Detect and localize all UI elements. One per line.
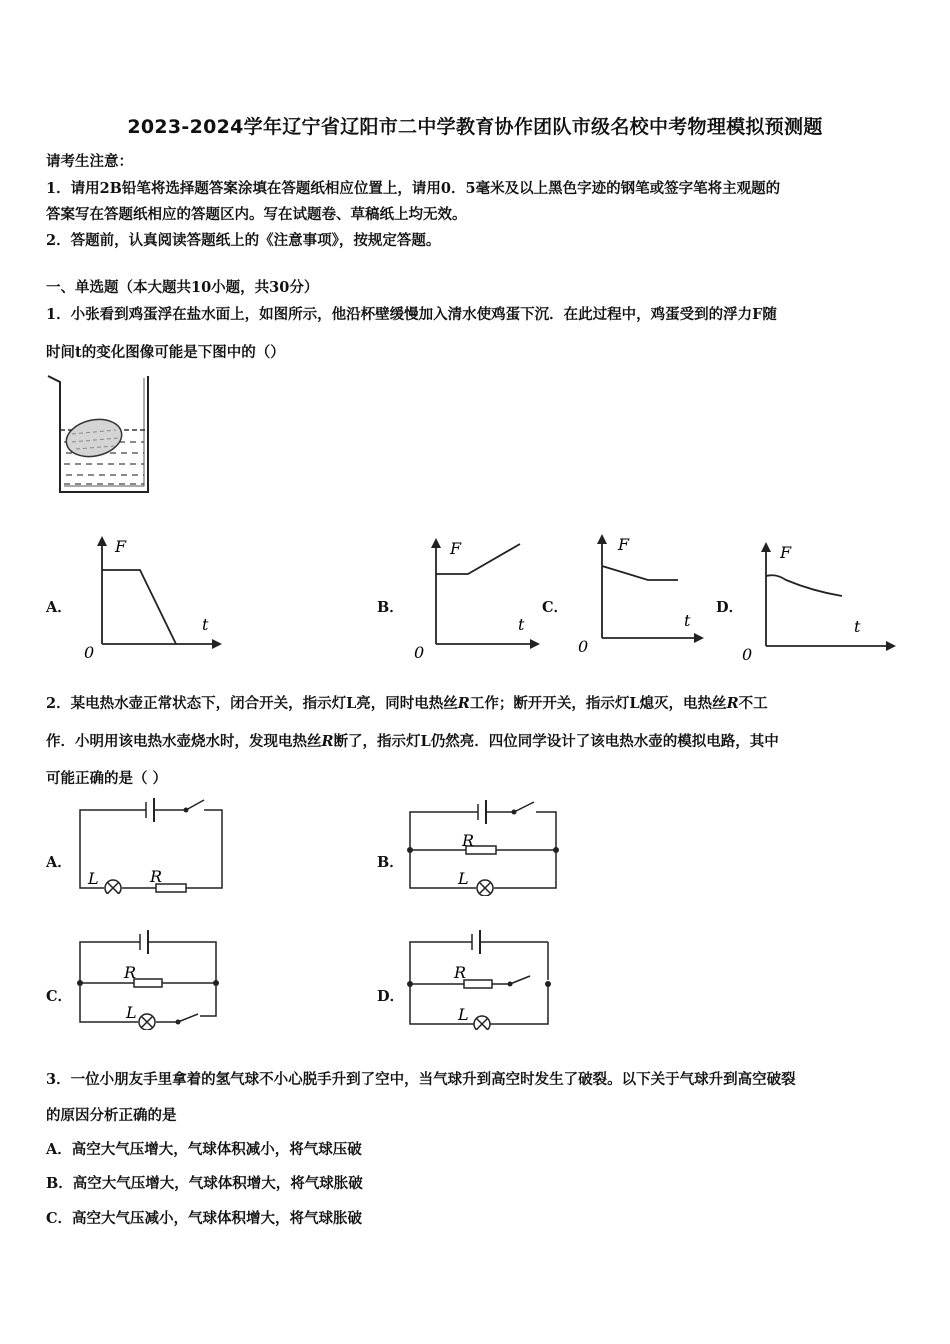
q2-option-a[interactable]: A． [46,854,72,871]
q2-line-3: 可能正确的是（ ） [46,770,168,787]
axis-label-f: F [618,535,630,554]
q2-line-2: 作．小明用该电热水壶烧水时，发现电热丝R断了，指示灯L仍然亮．四位同学设计了该电热水壶的模拟电路，其中 [46,733,779,750]
origin-label: 0 [578,637,589,656]
page-title: 2023-2024学年辽宁省辽阳市二中学教育协作团队市级名校中考物理模拟预测题 [127,116,823,138]
axis-label-f: F [115,537,127,556]
q2-circuit-c [74,930,224,1030]
axis-label-t: t [202,615,209,634]
q2-option-d[interactable]: D． [377,988,405,1005]
resistor-label: R [454,963,467,982]
beaker-egg-figure [44,372,156,498]
resistor-label: R [462,831,475,850]
axis-label-t: t [518,615,525,634]
q1-graph-c [576,530,706,658]
q2-option-b[interactable]: B． [377,854,404,871]
q1-option-c[interactable]: C． [542,599,569,616]
q1-graph-b [412,532,542,662]
q2-circuit-b [402,800,562,896]
axis-label-t: t [854,617,861,636]
q2-line-1: 2．某电热水壶正常状态下，闭合开关，指示灯L亮，同时电热丝R工作；断开开关，指示灯L熄灭，电热丝R不工 [46,695,768,712]
q2-circuit-a [76,794,228,894]
section-heading: 一、单选题（本大题共10小题，共30分） [46,279,319,296]
lamp-label: L [88,869,99,888]
notice-heading: 请考生注意： [46,153,133,170]
resistor-label: R [150,867,163,886]
q2-circuit-d [404,930,554,1030]
lamp-label: L [126,1003,137,1022]
q1-graph-d [740,538,900,664]
origin-label: 0 [742,645,753,664]
lamp-label: L [458,1005,469,1024]
q3-line-1: 3．一位小朋友手里拿着的氢气球不小心脱手升到了空中，当气球升到高空时发生了破裂。以下关于气球升到高空破裂 [46,1071,796,1088]
q3-option-b[interactable]: B．高空大气压增大，气球体积增大，将气球胀破 [46,1175,363,1192]
q2-option-c[interactable]: C． [46,988,73,1005]
q3-line-2: 的原因分析正确的是 [46,1107,177,1124]
q1-line-2: 时间t的变化图像可能是下图中的（） [46,344,285,361]
q1-graph-a [80,532,230,662]
notice-item-1-cont: 答案写在答题纸相应的答题区内。写在试题卷、草稿纸上均无效。 [46,206,467,223]
q3-option-c[interactable]: C．高空大气压减小，气球体积增大，将气球胀破 [46,1210,363,1227]
lamp-label: L [458,869,469,888]
notice-item-2: 2．答题前，认真阅读答题纸上的《注意事项》，按规定答题。 [46,232,441,249]
axis-label-f: F [450,539,462,558]
axis-label-f: F [780,543,792,562]
q1-line-1: 1．小张看到鸡蛋浮在盐水面上，如图所示，他沿杯壁缓慢加入清水使鸡蛋下沉．在此过程中，鸡蛋受到的浮力F随 [46,306,777,323]
origin-label: 0 [414,643,425,662]
q1-option-b[interactable]: B． [377,599,404,616]
axis-label-t: t [684,611,691,630]
resistor-label: R [124,963,137,982]
q3-option-a[interactable]: A．高空大气压增大，气球体积减小，将气球压破 [46,1141,362,1158]
q1-option-d[interactable]: D． [716,599,744,616]
notice-item-1: 1．请用2B铅笔将选择题答案涂填在答题纸相应位置上，请用0．5毫米及以上黑色字迹的钢笔或签字笔将主观题的 [46,180,781,197]
q1-option-a[interactable]: A． [46,599,72,616]
origin-label: 0 [84,643,95,662]
